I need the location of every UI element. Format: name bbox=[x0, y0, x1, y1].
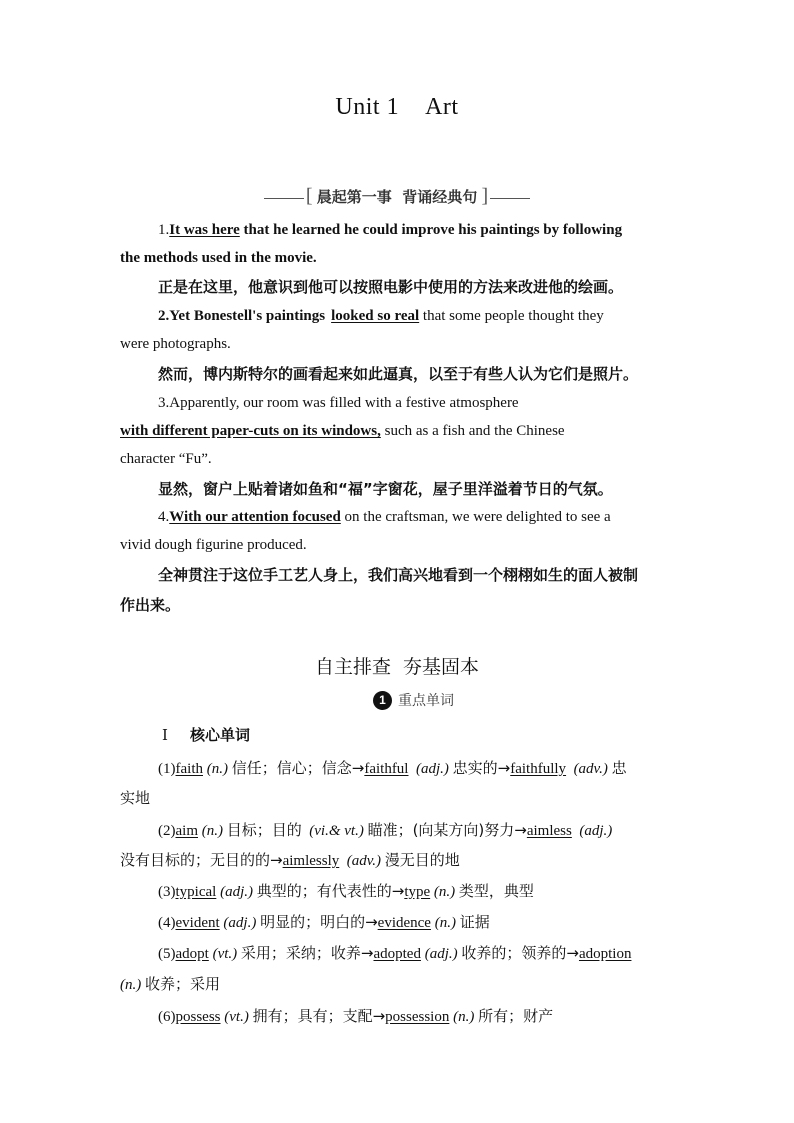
meaning: 明显的；明白的→ bbox=[260, 913, 378, 931]
derived-word: adopted bbox=[373, 946, 421, 962]
vocab-heading-label: 核心单词 bbox=[189, 726, 250, 744]
section-banner bbox=[0, 185, 794, 208]
item-index: (3) bbox=[158, 884, 176, 900]
part-of-speech: (vt.) bbox=[224, 1009, 249, 1025]
item-index: (2) bbox=[158, 823, 176, 839]
sentence-3-line-1 bbox=[158, 393, 519, 413]
sentence-number: 3. bbox=[158, 395, 170, 411]
vocab-word: adopt bbox=[175, 946, 209, 962]
derived-word: possession bbox=[385, 1009, 450, 1025]
derived-word: type bbox=[404, 884, 431, 900]
vocab-item-2-cont bbox=[120, 850, 460, 871]
sentence-2-line-1 bbox=[158, 306, 604, 326]
banner-rule-left bbox=[264, 198, 304, 199]
part-of-speech: (adj.) bbox=[223, 915, 257, 931]
sentence-3-line-2 bbox=[120, 421, 565, 441]
meaning: 漫无目的地 bbox=[384, 851, 460, 869]
subsection-header bbox=[373, 690, 454, 710]
meaning: 信任；信心；信念→ bbox=[231, 759, 365, 777]
sentence-3-line-3: character “Fu”. bbox=[120, 451, 212, 467]
vocab-item-4 bbox=[158, 912, 490, 933]
part-of-speech: (adj.) bbox=[220, 884, 253, 900]
part-of-speech: (vi.& vt.) bbox=[309, 823, 364, 839]
sentence-text: that some people thought they bbox=[419, 308, 604, 324]
vocab-word: typical bbox=[175, 884, 217, 900]
subsection-label: 重点单词 bbox=[398, 693, 454, 709]
part-of-speech: (vt.) bbox=[212, 946, 238, 962]
part-of-speech: (adj.) bbox=[579, 823, 613, 839]
meaning: 忠实的→ bbox=[452, 759, 511, 777]
item-index: (4) bbox=[158, 915, 176, 931]
page-title: Unit 1 Art bbox=[335, 94, 459, 120]
number-badge: 1 bbox=[373, 691, 392, 710]
sentence-2-line-2: were photographs. bbox=[120, 336, 231, 352]
sentence-2-translation: 然而，博内斯特尔的画看起来如此逼真，以至于有些人认为它们是照片。 bbox=[158, 365, 639, 383]
derived-word: faithfully bbox=[510, 761, 567, 777]
part-of-speech: (adj.) bbox=[415, 761, 449, 777]
vocab-word: evident bbox=[175, 915, 220, 931]
part-of-speech: (n.) bbox=[206, 761, 228, 777]
sentence-text: on the craftsman, we were delighted to see a bbox=[340, 509, 611, 525]
vocab-word: faith bbox=[175, 761, 203, 777]
part-of-speech: (adv.) bbox=[346, 853, 382, 869]
item-index: (1) bbox=[158, 761, 176, 777]
sentence-text: that he learned he could improve his paintings by following bbox=[239, 222, 623, 238]
sentence-4-translation-line-1: 全神贯注于这位手工艺人身上，我们高兴地看到一个栩栩如生的面人被制 bbox=[158, 566, 639, 584]
vocab-item-5-cont bbox=[120, 974, 220, 995]
section-title: 自主排查 夯基固本 bbox=[314, 656, 480, 678]
vocab-item-6 bbox=[158, 1006, 553, 1027]
part-of-speech: (n.) bbox=[453, 1009, 475, 1025]
part-of-speech: (adv.) bbox=[573, 761, 608, 777]
derived-word: aimless bbox=[526, 823, 572, 839]
banner-text: 晨起第一事 背诵经典句 bbox=[316, 188, 478, 206]
meaning: 拥有；具有；支配→ bbox=[252, 1007, 386, 1025]
key-phrase: looked so real bbox=[331, 308, 420, 324]
sentence-number: 2. bbox=[158, 308, 170, 324]
banner-bracket-right: ] bbox=[481, 185, 489, 207]
sentence-text: Yet Bonestell's paintings bbox=[169, 308, 326, 324]
roman-numeral: Ⅰ bbox=[162, 728, 168, 744]
meaning: 类型，典型 bbox=[458, 882, 534, 900]
sentence-3-translation: 显然，窗户上贴着诸如鱼和“福”字窗花，屋子里洋溢着节日的气氛。 bbox=[158, 480, 613, 498]
meaning: 瞄准；(向某方向)努力→ bbox=[367, 821, 527, 839]
derived-word: evidence bbox=[377, 915, 431, 931]
sentence-1-line-1 bbox=[158, 220, 622, 240]
vocab-item-3 bbox=[158, 881, 534, 902]
vocab-item-5 bbox=[158, 943, 631, 964]
key-phrase: It was here bbox=[169, 222, 240, 238]
part-of-speech: (n.) bbox=[120, 977, 142, 993]
derived-word: adoption bbox=[578, 946, 632, 962]
meaning: 目标；目的 bbox=[226, 821, 302, 839]
vocab-word: possess bbox=[175, 1009, 221, 1025]
vocab-item-1 bbox=[158, 758, 627, 779]
meaning: 没有目标的；无目的的→ bbox=[120, 851, 283, 869]
item-index: (5) bbox=[158, 946, 176, 962]
meaning: 收养；采用 bbox=[145, 975, 221, 993]
banner-rule-right bbox=[490, 198, 530, 199]
meaning: 所有；财产 bbox=[478, 1007, 554, 1025]
derived-word: faithful bbox=[364, 761, 409, 777]
sentence-1-translation: 正是在这里，他意识到他可以按照电影中使用的方法来改进他的绘画。 bbox=[158, 278, 624, 296]
meaning: 收养的；领养的→ bbox=[461, 944, 579, 962]
vocab-item-2 bbox=[158, 820, 612, 841]
key-phrase: With our attention focused bbox=[169, 509, 341, 525]
sentence-4-line-1 bbox=[158, 507, 611, 527]
sentence-1-line-2: the methods used in the movie. bbox=[120, 250, 317, 266]
sentence-number: 1. bbox=[158, 222, 170, 238]
banner-bracket-left: [ bbox=[305, 185, 313, 207]
meaning: 采用；采纳；收养→ bbox=[240, 944, 374, 962]
sentence-text: such as a fish and the Chinese bbox=[380, 423, 565, 439]
meaning: 忠 bbox=[611, 759, 627, 777]
part-of-speech: (adj.) bbox=[424, 946, 458, 962]
item-index: (6) bbox=[158, 1009, 176, 1025]
meaning: 典型的；有代表性的→ bbox=[256, 882, 405, 900]
sentence-text: Apparently, our room was filled with a festive atmosphere bbox=[169, 395, 519, 411]
vocab-heading bbox=[162, 724, 250, 745]
vocab-word: aim bbox=[175, 823, 198, 839]
vocab-item-1-cont: 实地 bbox=[120, 789, 151, 807]
sentence-4-line-2: vivid dough figurine produced. bbox=[120, 537, 307, 553]
part-of-speech: (n.) bbox=[433, 884, 456, 900]
part-of-speech: (n.) bbox=[434, 915, 456, 931]
part-of-speech: (n.) bbox=[201, 823, 223, 839]
meaning: 证据 bbox=[459, 913, 490, 931]
key-phrase: with different paper-cuts on its windows, bbox=[120, 423, 381, 439]
sentence-number: 4. bbox=[158, 509, 170, 525]
derived-word: aimlessly bbox=[282, 853, 340, 869]
sentence-4-translation-line-2: 作出来。 bbox=[120, 596, 181, 614]
